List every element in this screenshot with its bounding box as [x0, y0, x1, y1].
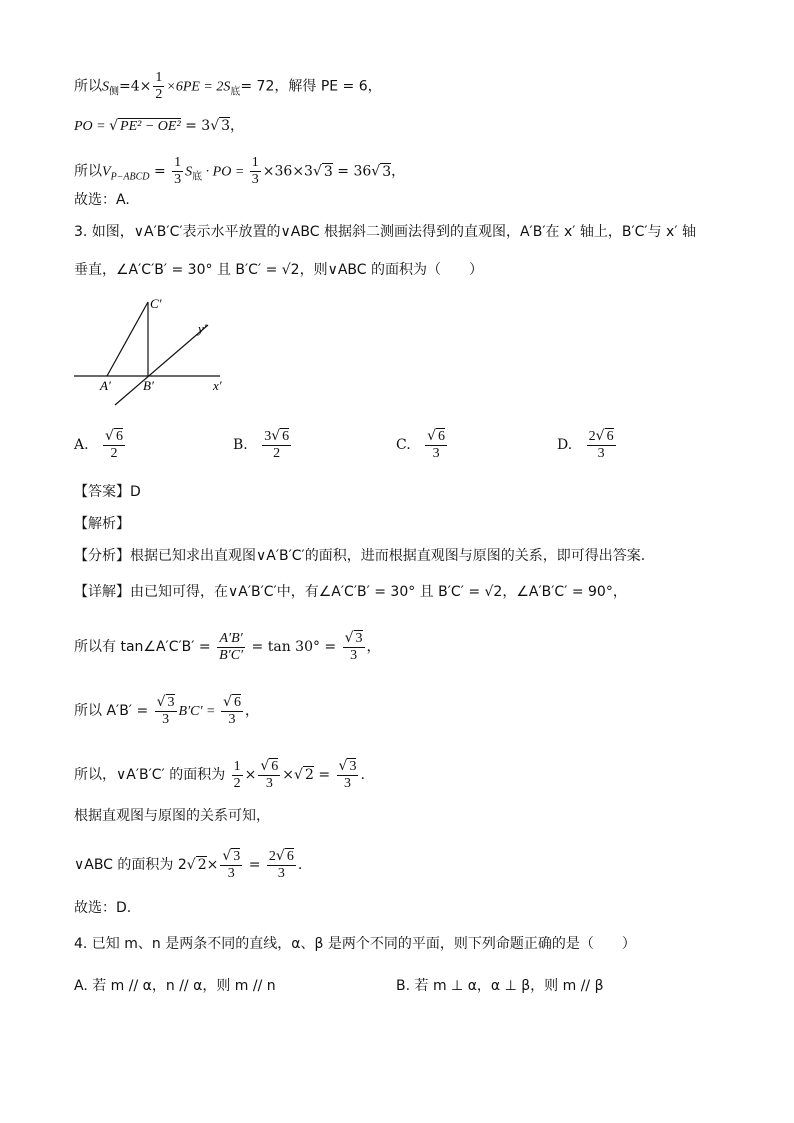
line-po: [74, 116, 244, 137]
numerator: 1: [251, 155, 259, 170]
math: = tan 30° =: [247, 639, 341, 655]
question-4: 4. 已知 m、n 是两条不同的直线，α、β 是两个不同的平面，则下列命题正确的是（ ）: [74, 936, 636, 952]
math: =: [313, 767, 335, 783]
radicand: 3: [349, 759, 357, 774]
radical-sign: √: [427, 428, 437, 444]
question-3-line-1: 3. 如图，∨A′B′C′表示水平放置的∨ABC 根据斜二测画法得到的直观图，A′B′在 x′ 轴上，B′C′与 x′ 轴: [74, 224, 696, 240]
option-value: [262, 428, 291, 462]
coef: 3: [264, 429, 272, 444]
radical-sign: √: [109, 118, 119, 134]
option-label: C.: [396, 437, 411, 453]
denominator: 3: [174, 172, 182, 187]
denominator: 2: [110, 446, 118, 461]
denominator: 2: [233, 775, 241, 791]
text: ，: [230, 118, 245, 134]
option-c[interactable]: [396, 428, 449, 462]
radicand: 3: [382, 163, 392, 180]
numerator: [220, 848, 242, 866]
text: 所以: [74, 163, 102, 180]
math: .: [297, 857, 303, 873]
radicand: 6: [438, 429, 446, 444]
radicand: 2: [304, 767, 314, 783]
radical-sign: √: [271, 428, 281, 444]
radicand: 6: [233, 695, 241, 710]
math: ×: [282, 767, 295, 783]
text: 所以，∨A′B′C′ 的面积为: [74, 767, 230, 783]
math: .: [360, 767, 365, 783]
denominator: 3: [227, 866, 235, 881]
radical-sign: √: [223, 694, 232, 710]
numerator: [262, 428, 291, 446]
denominator: 3: [228, 712, 236, 727]
radical-sign: √: [210, 118, 220, 134]
numerator: A′B′: [219, 630, 243, 646]
denominator: 3: [343, 776, 351, 791]
radicand: 3: [167, 695, 175, 710]
coef: 2: [268, 849, 276, 864]
question-4-option-b[interactable]: B. 若 m ⊥ α，α ⊥ β，则 m // β: [396, 978, 604, 994]
fraction: [220, 848, 242, 882]
option-value: [103, 428, 125, 462]
answer-line: 【答案】D: [74, 484, 141, 500]
label-c: C′: [150, 296, 162, 311]
radical-sign: √: [105, 428, 114, 444]
math: ×36×3: [262, 163, 313, 180]
text: 所以 A′B′ =: [74, 703, 153, 719]
radicand: 6: [282, 429, 290, 444]
radicand: 3: [233, 849, 241, 864]
radical-sign: √: [156, 694, 166, 710]
radical-sign: √: [222, 848, 232, 864]
relation-line: 根据直观图与原图的关系可知，: [74, 808, 270, 824]
subscript: 底: [230, 86, 241, 98]
math: S: [185, 164, 193, 180]
text: = 72，解得 PE = 6，: [240, 78, 382, 95]
math: ×: [206, 857, 219, 873]
analysis-summary: 【分析】根据已知求出直观图∨A′B′C′的面积，进而根据直观图与原图的关系，即可得出答案.: [74, 548, 646, 564]
coef: 2: [588, 429, 596, 444]
radicand: 6: [606, 429, 614, 444]
choose-a: 故选：A.: [74, 192, 130, 208]
numerator: [425, 428, 447, 446]
text: 所以有 tan∠A′C′B′ =: [74, 639, 216, 655]
radical-sign: √: [595, 428, 605, 444]
fraction: [153, 70, 164, 103]
line-area-relation: [74, 70, 382, 103]
radicand: PE² − OE²: [120, 119, 181, 134]
option-value: [425, 428, 447, 462]
oblique-drawing-figure: [70, 292, 240, 412]
question-4-option-a[interactable]: A. 若 m // α，n // α，则 m // n: [74, 978, 276, 994]
fraction: [217, 631, 245, 664]
radical-sign: √: [186, 857, 196, 873]
question-3-line-2: 垂直，∠A′C′B′ = 30° 且 B′C′ = √2，则∨ABC 的面积为（ ）: [74, 262, 483, 278]
option-d[interactable]: [557, 428, 618, 462]
numerator: [343, 630, 365, 648]
tan-line: [74, 630, 381, 664]
text: ，: [366, 639, 381, 655]
fraction: [258, 758, 280, 792]
math: · PO =: [202, 164, 248, 180]
text: ，: [391, 163, 406, 180]
radical-sign: √: [371, 163, 381, 180]
choose-d: 故选：D.: [74, 900, 132, 916]
numerator: [103, 428, 125, 446]
option-label: D.: [557, 437, 573, 453]
denominator: B′C′: [219, 647, 244, 663]
denominator: 3: [277, 866, 285, 881]
math: =4×: [119, 78, 152, 95]
option-value: [587, 428, 616, 462]
numerator: [221, 694, 243, 712]
text: ∨ABC 的面积为 2: [74, 857, 187, 873]
denominator: 3: [251, 172, 259, 187]
math: S: [102, 79, 109, 95]
math: ×: [244, 767, 257, 783]
math: ×6PE = 2S: [166, 79, 231, 95]
fraction: [155, 694, 177, 728]
fraction: [172, 155, 183, 188]
radicand: 3: [323, 163, 333, 180]
radicand: 3: [355, 631, 363, 646]
text: 所以: [74, 78, 102, 95]
subscript: 侧: [109, 86, 119, 98]
denominator: 3: [432, 446, 440, 461]
detail-line: 【详解】由已知可得，在∨A′B′C′中，有∠A′C′B′ = 30° 且 B′C′ = √2，∠A′B′C′ = 90°，: [74, 584, 627, 600]
denominator: 2: [155, 87, 163, 102]
denominator: 2: [273, 446, 281, 461]
analysis-heading: 【解析】: [74, 516, 130, 532]
option-label: B.: [233, 437, 248, 453]
radicand: 3: [221, 118, 231, 134]
radical-sign: √: [275, 848, 285, 864]
label-y: y′: [198, 321, 207, 336]
radical-sign: √: [338, 758, 348, 774]
math: =: [244, 857, 265, 873]
option-a[interactable]: [74, 428, 127, 462]
fraction: [267, 848, 296, 882]
fraction: [250, 155, 261, 188]
math: = 36: [332, 163, 372, 180]
math: PO =: [74, 119, 110, 134]
ab-line: [74, 694, 259, 728]
line-volume: [74, 155, 405, 188]
option-b[interactable]: [233, 428, 293, 462]
math: =: [149, 163, 171, 180]
radical-sign: √: [294, 767, 303, 783]
numerator: 1: [174, 155, 182, 170]
label-b: B′: [143, 378, 154, 393]
numerator: [267, 848, 296, 866]
radicand: 6: [115, 429, 123, 444]
fraction: [232, 759, 243, 792]
math: V: [102, 164, 111, 180]
radicand: 6: [271, 759, 279, 774]
fraction: [337, 758, 359, 792]
numerator: 1: [155, 70, 163, 85]
label-x: x′: [213, 378, 222, 393]
denominator: 3: [597, 446, 605, 461]
denominator: 3: [265, 776, 273, 791]
subscript: 底: [192, 171, 203, 183]
radical-sign: √: [312, 163, 322, 180]
radicand: 2: [197, 857, 207, 873]
text: ，: [244, 703, 259, 719]
radical-sign: √: [260, 758, 270, 774]
segment-ac: [107, 302, 148, 376]
fraction: [343, 630, 365, 664]
denominator: 3: [350, 648, 358, 663]
numerator: [337, 758, 359, 776]
numerator: [587, 428, 616, 446]
area-line: [74, 758, 365, 792]
abc-area-line: [74, 848, 302, 882]
option-label: A.: [74, 437, 89, 453]
radical-sign: √: [344, 630, 354, 646]
math: B′C′ =: [178, 704, 220, 719]
label-a: A′: [100, 378, 111, 393]
numerator: [258, 758, 280, 776]
denominator: 3: [162, 712, 170, 727]
radicand: 6: [286, 849, 294, 864]
fraction: [221, 694, 243, 728]
numerator: [155, 694, 177, 712]
subscript: P−ABCD: [110, 171, 150, 183]
math: = 3: [180, 118, 211, 134]
numerator: 1: [233, 758, 241, 774]
